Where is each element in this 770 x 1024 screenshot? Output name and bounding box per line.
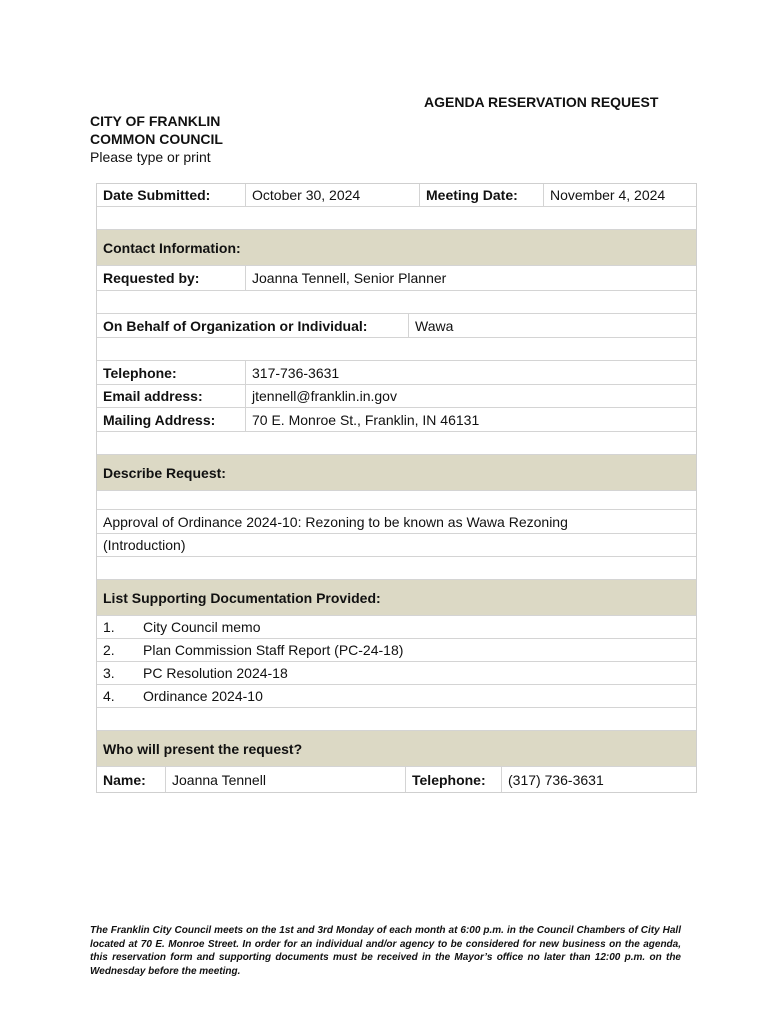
presenter-section-label: Who will present the request? xyxy=(103,740,303,757)
email-label: Email address: xyxy=(103,388,203,404)
meeting-date-field[interactable]: November 4, 2024 xyxy=(543,184,696,206)
meeting-date-label: Meeting Date: xyxy=(419,184,543,206)
list-item xyxy=(97,685,696,708)
documentation-section-header xyxy=(97,580,696,616)
telephone-row xyxy=(97,361,696,385)
list-item xyxy=(97,662,696,685)
date-submitted-field[interactable]: October 30, 2024 xyxy=(245,184,419,206)
requested-by-field[interactable]: Joanna Tennell, Senior Planner xyxy=(245,266,696,290)
documentation-section-label: List Supporting Documentation Provided: xyxy=(103,589,381,606)
form-title: AGENDA RESERVATION REQUEST xyxy=(424,94,659,110)
on-behalf-row xyxy=(97,314,696,338)
presenter-name-field[interactable]: Joanna Tennell xyxy=(165,767,405,792)
requested-by-label: Requested by: xyxy=(103,270,200,286)
telephone-field[interactable]: 317-736-3631 xyxy=(245,361,696,384)
list-item-text[interactable]: Plan Commission Staff Report (PC-24-18) xyxy=(143,642,404,658)
presenter-telephone-field[interactable]: (317) 736-3631 xyxy=(501,767,696,792)
contact-section-label: Contact Information: xyxy=(103,239,241,256)
mailing-row xyxy=(97,408,696,432)
list-item-number: 4. xyxy=(103,688,115,704)
email-field[interactable]: jtennell@franklin.in.gov xyxy=(245,385,696,407)
spacer-row xyxy=(97,557,696,580)
requested-by-row xyxy=(97,266,696,291)
org-name: CITY OF FRANKLIN xyxy=(90,113,221,129)
presenter-name-label: Name: xyxy=(103,771,146,788)
spacer-row xyxy=(97,291,696,314)
request-line-row xyxy=(97,510,696,534)
list-item-text[interactable]: City Council memo xyxy=(143,619,261,635)
request-line-2[interactable]: (Introduction) xyxy=(103,537,186,553)
mailing-label: Mailing Address: xyxy=(103,411,216,428)
list-item xyxy=(97,639,696,662)
request-section-label: Describe Request: xyxy=(103,464,226,481)
list-item-number: 1. xyxy=(103,619,115,635)
list-item-text[interactable]: PC Resolution 2024-18 xyxy=(143,665,288,681)
request-section-header xyxy=(97,455,696,491)
instruction-text: Please type or print xyxy=(90,149,211,165)
dates-row xyxy=(97,184,696,207)
date-submitted-label: Date Submitted: xyxy=(103,187,211,203)
on-behalf-field[interactable]: Wawa xyxy=(408,314,696,337)
reservation-form xyxy=(96,183,697,793)
presenter-row xyxy=(97,767,696,792)
on-behalf-label: On Behalf of Organization or Individual: xyxy=(103,317,368,334)
spacer-row xyxy=(97,491,696,510)
email-row xyxy=(97,385,696,408)
organization-header xyxy=(90,112,223,166)
list-item-text[interactable]: Ordinance 2024-10 xyxy=(143,688,263,704)
spacer-row xyxy=(97,338,696,361)
list-item-number: 3. xyxy=(103,665,115,681)
telephone-label: Telephone: xyxy=(103,364,177,381)
request-line-row xyxy=(97,534,696,557)
presenter-telephone-label: Telephone: xyxy=(405,767,501,792)
list-item xyxy=(97,616,696,639)
spacer-row xyxy=(97,708,696,731)
spacer-row xyxy=(97,432,696,455)
presenter-section-header xyxy=(97,731,696,767)
list-item-number: 2. xyxy=(103,642,115,658)
contact-section-header xyxy=(97,230,696,266)
spacer-row xyxy=(97,207,696,230)
request-line-1[interactable]: Approval of Ordinance 2024-10: Rezoning to be known as Wawa Rezoning xyxy=(103,513,568,530)
org-council: COMMON COUNCIL xyxy=(90,131,223,147)
mailing-field[interactable]: 70 E. Monroe St., Franklin, IN 46131 xyxy=(245,408,696,431)
meeting-policy-note: The Franklin City Council meets on the 1st and 3rd Monday of each month at 6:00 p.m. in the Council Chambers of City Hall located at 70 E. Monroe Street. In order for an individual and/or agency to be considered for new business on the agenda, this reservation form and supporting documents must be received in the Mayor’s office no later than 12:00 p.m. on the Wednesday before the meeting. xyxy=(90,925,681,977)
